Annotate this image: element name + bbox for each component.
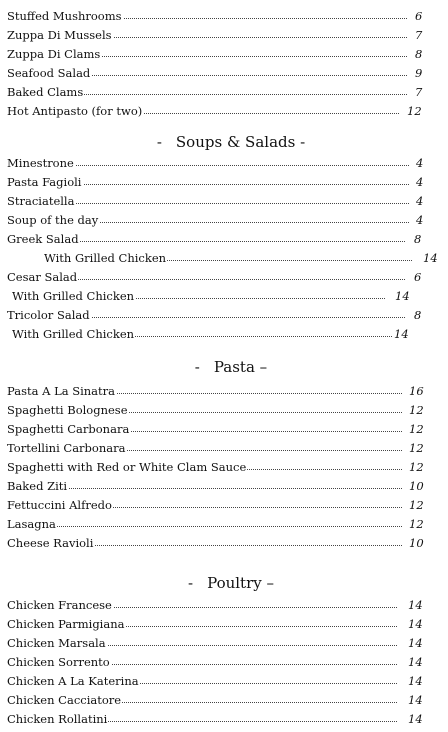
menu-item-price: 14 [394, 327, 409, 341]
menu-item [7, 402, 428, 418]
menu-item-name: With Grilled Chicken [12, 289, 135, 303]
menu-item [7, 84, 423, 100]
menu-item-price: 12 [407, 104, 422, 118]
section-title: Poultry – [207, 574, 274, 592]
menu-item [7, 193, 423, 209]
menu-item-price: 4 [416, 175, 424, 189]
menu-item-name: Chicken Sorrento [7, 655, 110, 669]
menu-item-price: 6 [414, 270, 422, 284]
menu-item-price: 12 [409, 460, 424, 474]
heading-dash: - [194, 358, 200, 376]
menu-item [7, 103, 423, 119]
menu-item-price: 14 [408, 636, 423, 650]
menu-item-name: Spaghetti Bolognese [7, 403, 128, 417]
menu-item-name: Stuffed Mushrooms [7, 9, 122, 23]
menu-item [7, 46, 423, 62]
menu-item-price: 4 [416, 194, 424, 208]
menu-item-sub [44, 250, 440, 266]
menu-item-name: Tricolor Salad [7, 308, 90, 322]
menu-item-price: 12 [409, 422, 424, 436]
heading-dash: - [156, 133, 162, 151]
menu-item-name: Zuppa Di Clams [7, 47, 101, 61]
menu-item-name: Chicken Cacciatore [7, 693, 122, 707]
menu-item-price: 8 [414, 232, 422, 246]
menu-item [7, 212, 423, 228]
menu-item-name: Baked Ziti [7, 479, 68, 493]
menu-item-price: 14 [408, 693, 423, 707]
menu-item-price: 14 [408, 674, 423, 688]
menu-item [7, 711, 423, 727]
menu-item-price: 9 [415, 66, 423, 80]
menu-item-price: 6 [415, 9, 423, 23]
menu-item-name: Seafood Salad [7, 66, 91, 80]
menu-item [7, 440, 428, 456]
menu-item-price: 12 [409, 441, 424, 455]
menu-item [7, 231, 423, 247]
menu-item [7, 616, 423, 632]
menu-item-name: Spaghetti Carbonara [7, 422, 130, 436]
menu-item-price: 12 [409, 403, 424, 417]
menu-item [7, 692, 423, 708]
menu-item-price: 7 [415, 28, 423, 42]
menu-item-name: Chicken Rollatini [7, 712, 108, 726]
menu-item-name: Spaghetti with Red or White Clam Sauce [7, 460, 247, 474]
menu-item-price: 12 [409, 517, 424, 531]
section-heading-pasta [0, 357, 448, 377]
menu-item-sub [12, 326, 412, 342]
menu-item-name: Hot Antipasto (for two) [7, 104, 143, 118]
menu-item-name: With Grilled Chicken [12, 327, 135, 341]
menu-item-name: Fettuccini Alfredo [7, 498, 112, 512]
menu-item-name: Zuppa Di Mussels [7, 28, 112, 42]
section-heading-poultry [0, 573, 448, 593]
menu-item-name: Chicken Marsala [7, 636, 106, 650]
menu-item-name: Pasta Fagioli [7, 175, 82, 189]
menu-item [7, 516, 428, 532]
menu-item-name: With Grilled Chicken [44, 251, 167, 265]
menu-item-price: 12 [409, 498, 424, 512]
menu-item [7, 155, 423, 171]
menu-item [7, 174, 423, 190]
menu-item-name: Greek Salad [7, 232, 79, 246]
section-heading-soups-salads [0, 132, 448, 152]
menu-item-price: 14 [408, 655, 423, 669]
menu-item-name: Pasta A La Sinatra [7, 384, 116, 398]
menu-item [7, 497, 428, 513]
menu-item-name: Lasagna [7, 517, 56, 531]
menu-item [7, 635, 423, 651]
menu-item [7, 459, 428, 475]
menu-item-price: 14 [408, 617, 423, 631]
menu-item-name: Tortellini Carbonara [7, 441, 126, 455]
menu-item-name: Soup of the day [7, 213, 99, 227]
leader-dots [7, 526, 402, 527]
menu-item [7, 478, 428, 494]
menu-item [7, 8, 423, 24]
menu-item [7, 597, 423, 613]
menu-item-price: 16 [409, 384, 424, 398]
menu-item [7, 421, 428, 437]
menu-item-price: 4 [416, 156, 424, 170]
menu-item-name: Minestrone [7, 156, 74, 170]
menu-item [7, 654, 423, 670]
menu-item [7, 383, 428, 399]
section-title: Soups & Salads - [175, 133, 306, 151]
menu-item [7, 307, 423, 323]
menu-item-name: Chicken A La Katerina [7, 674, 139, 688]
menu-item-price: 7 [415, 85, 423, 99]
menu-item-price: 14 [408, 712, 423, 726]
menu-item-price: 14 [423, 251, 438, 265]
menu-item-name: Chicken Parmigiana [7, 617, 125, 631]
menu-item-sub [12, 288, 412, 304]
menu-item-name: Straciatella [7, 194, 75, 208]
menu-item [7, 269, 423, 285]
menu-item-name: Cheese Ravioli [7, 536, 94, 550]
menu-item-name: Chicken Francese [7, 598, 112, 612]
menu-item-price: 14 [395, 289, 410, 303]
menu-item [7, 27, 423, 43]
menu-item-name: Baked Clams [7, 85, 84, 99]
menu-item-name: Cesar Salad [7, 270, 78, 284]
menu-item [7, 535, 428, 551]
menu-item-price: 14 [408, 598, 423, 612]
menu-item-price: 10 [409, 536, 424, 550]
menu-item-price: 10 [409, 479, 424, 493]
menu-item [7, 65, 423, 81]
section-title: Pasta – [213, 358, 268, 376]
menu-item-price: 8 [415, 47, 423, 61]
menu-item-price: 4 [416, 213, 424, 227]
menu-item [7, 673, 423, 689]
menu-item-price: 8 [414, 308, 422, 322]
heading-dash: - [188, 574, 194, 592]
